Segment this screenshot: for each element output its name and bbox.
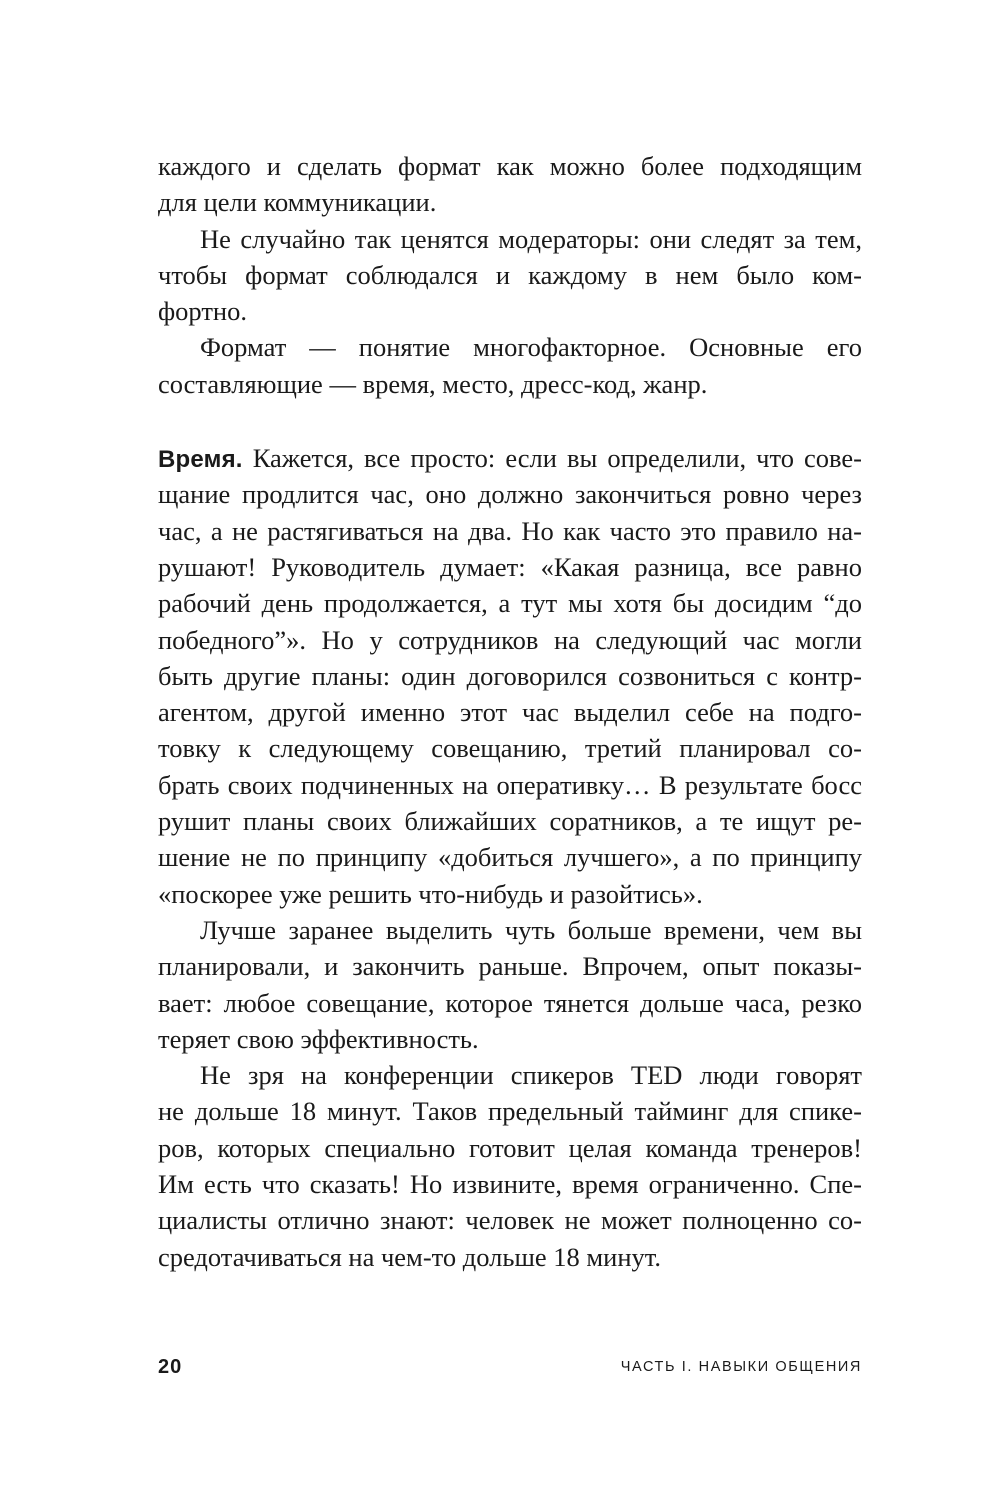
text-line: час, а не растягиваться на два. Но как часто это правило на- [158, 515, 862, 546]
text-line: чтобы формат соблюдался и каждому в нем было ком- [158, 259, 862, 290]
text-line: Лучше заранее выделить чуть больше времени, чем вы [200, 914, 862, 945]
text-line: средотачиваться на чем-то дольше 18 минут. [158, 1241, 661, 1272]
text-line: Формат — понятие многофакторное. Основные его [200, 332, 862, 363]
text-line: победного”». Но у сотрудников на следующий час могли [158, 624, 862, 655]
text-line: составляющие — время, место, дресс-код, жанр. [158, 368, 708, 399]
text-line [158, 440, 862, 476]
text-line: рушают! Руководитель думает: «Какая разница, все равно [158, 551, 862, 582]
text-line: для цели коммуникации. [158, 187, 437, 218]
text-line: Не случайно так ценятся модераторы: они следят за тем, [200, 223, 862, 254]
text-line: вает: любое совещание, которое тянется дольше часа, резко [158, 987, 862, 1018]
text-line: шение не по принципу «добиться лучшего», а по принципу [158, 842, 862, 873]
text-line: Им есть что сказать! Но извините, время ограниченно. Спе- [158, 1169, 862, 1200]
text-line: рабочий день продолжается, а тут мы хотя бы досидим “до [158, 588, 862, 619]
page-number: 20 [158, 1356, 183, 1378]
paragraph-ted [158, 1057, 862, 1275]
text-line: планировали, и закончить раньше. Впрочем, опыт показы- [158, 951, 862, 982]
text-line: Не зря на конференции спикеров TED люди говорят [200, 1060, 862, 1091]
text-line: циалисты отлично знают: человек не может полноценно со- [158, 1205, 862, 1236]
text-line: фортно. [158, 296, 247, 327]
text-line: агентом, другой именно этот час выделил себе на подго- [158, 697, 862, 728]
text-line: быть другие планы: один договорился созвониться с контр- [158, 660, 862, 691]
text-line: не дольше 18 минут. Таков предельный тайминг для спике- [158, 1096, 862, 1127]
text-span: Кажется, все просто: если вы определили, что сове- [242, 443, 862, 474]
paragraph-format [158, 329, 862, 402]
text-line: товку к следующему совещанию, третий планировал со- [158, 733, 862, 764]
running-head: ЧАСТЬ I. НАВЫКИ ОБЩЕНИЯ [620, 1359, 862, 1375]
paragraph-moderators [158, 221, 862, 330]
page-footer [158, 1356, 862, 1386]
text-line: щание продлится час, оно должно закончиться ровно через [158, 479, 862, 510]
text-line: теряет свою эффективность. [158, 1023, 479, 1054]
paragraph-continuation [158, 148, 862, 221]
paragraph-better [158, 912, 862, 1057]
text-line: брать своих подчиненных на оперативку… В результате босс [158, 769, 862, 800]
paragraph-time [158, 440, 862, 912]
text-line: «поскорее уже решить что-нибудь и разойтись». [158, 878, 703, 909]
section-lead-time: Время. [158, 446, 243, 474]
text-line: рушит планы своих ближайших соратников, а те ищут ре- [158, 806, 862, 837]
text-line: каждого и сделать формат как можно более подходящим [158, 151, 862, 181]
page-body [158, 148, 862, 1275]
text-line: ров, которых специально готовит целая команда тренеров! [158, 1132, 862, 1163]
